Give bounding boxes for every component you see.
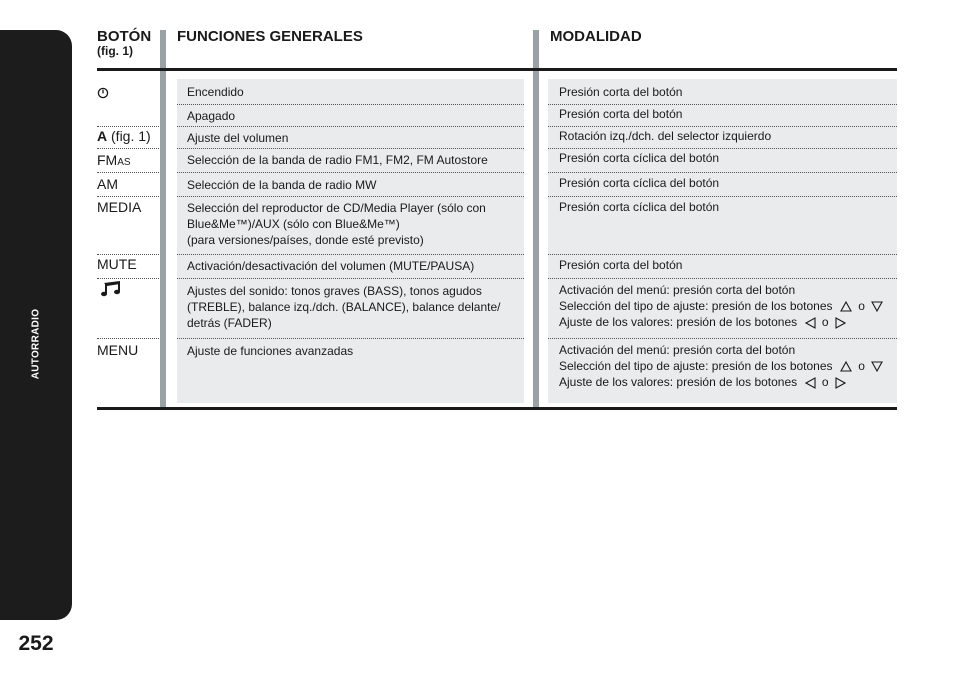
row-separator xyxy=(177,126,524,127)
modality-text: Presión corta del botón xyxy=(559,258,683,272)
arrow-right-icon xyxy=(835,377,846,389)
row-separator xyxy=(548,254,897,255)
row-separator xyxy=(548,278,897,279)
button-mute: MUTE xyxy=(97,256,137,272)
chapter-tab-label: AUTORRADIO xyxy=(30,308,42,380)
row-separator xyxy=(548,126,897,127)
function-text: Activación/desactivación del volumen (MUTE/PAUSA) xyxy=(187,259,475,273)
row-separator xyxy=(548,148,897,149)
row-separator xyxy=(97,338,159,339)
header-button: BOTÓN xyxy=(97,28,152,45)
modality-text: Rotación izq./dch. del selector izquierdo xyxy=(559,129,772,143)
function-text: Ajuste del volumen xyxy=(187,131,289,145)
row-separator xyxy=(548,172,897,173)
chapter-tab xyxy=(0,30,72,620)
function-text: Selección de la banda de radio FM1, FM2, FM Autostore xyxy=(187,153,488,167)
button-am: AM xyxy=(97,176,118,192)
row-separator xyxy=(177,254,524,255)
button-media: MEDIA xyxy=(97,199,142,215)
function-text: Encendido xyxy=(187,85,244,99)
row-separator xyxy=(97,254,159,255)
music-notes-icon xyxy=(100,281,122,297)
row-separator xyxy=(97,278,159,279)
arrow-left-icon xyxy=(805,317,816,329)
arrow-up-icon xyxy=(840,301,852,312)
row-separator xyxy=(97,196,159,197)
row-separator xyxy=(548,104,897,105)
power-icon xyxy=(97,87,109,99)
arrow-right-icon xyxy=(835,317,846,329)
modality-text: Activación del menú: presión corta del botón Selección del tipo de ajuste: presión de los botones o Ajuste de los valores: presión de los botones o xyxy=(559,342,883,390)
row-separator xyxy=(97,148,159,149)
arrow-left-icon xyxy=(805,377,816,389)
modality-text: Presión corta cíclica del botón xyxy=(559,200,720,214)
row-separator xyxy=(177,104,524,105)
function-text: Selección del reproductor de CD/Media Player (sólo con Blue&Me™)/AUX (sólo con Blue&Me™) (para versiones/países, donde esté previsto) xyxy=(187,201,486,247)
row-separator xyxy=(177,278,524,279)
button-audio xyxy=(100,280,122,297)
row-separator xyxy=(177,148,524,149)
button-power xyxy=(97,84,121,100)
arrow-up-icon xyxy=(840,361,852,372)
row-separator xyxy=(97,126,159,127)
function-text: Selección de la banda de radio MW xyxy=(187,178,377,192)
column-divider-right xyxy=(533,30,539,407)
header-functions: FUNCIONES GENERALES xyxy=(177,28,363,45)
row-separator xyxy=(177,196,524,197)
arrow-down-icon xyxy=(871,361,883,372)
row-separator xyxy=(548,338,897,339)
button-fmas: FMAS xyxy=(97,152,131,168)
row-separator xyxy=(548,196,897,197)
table-top-rule xyxy=(97,68,897,71)
modality-text: Activación del menú: presión corta del botón Selección del tipo de ajuste: presión de los botones o Ajuste de los valores: presión de los botones o xyxy=(559,282,883,330)
row-separator xyxy=(177,172,524,173)
modality-text: Presión corta cíclica del botón xyxy=(559,176,720,190)
page-number: 252 xyxy=(18,632,54,655)
modality-text: Presión corta cíclica del botón xyxy=(559,151,720,165)
header-modality: MODALIDAD xyxy=(550,28,642,45)
button-a: A (fig. 1) xyxy=(97,128,151,144)
column-divider-left xyxy=(160,30,166,407)
function-text: Ajuste de funciones avanzadas xyxy=(187,344,354,358)
row-separator xyxy=(97,172,159,173)
header-button-sub: (fig. 1) xyxy=(97,44,133,58)
function-text: Apagado xyxy=(187,109,236,123)
arrow-down-icon xyxy=(871,301,883,312)
modality-text: Presión corta del botón xyxy=(559,85,683,99)
table-bottom-rule xyxy=(97,407,897,410)
button-menu: MENU xyxy=(97,342,139,358)
row-separator xyxy=(177,338,524,339)
modality-text: Presión corta del botón xyxy=(559,107,683,121)
function-text: Ajustes del sonido: tonos graves (BASS), tonos agudos (TREBLE), balance izq./dch. (BALANCE), balance delante/ detrás (FADER) xyxy=(187,284,501,330)
